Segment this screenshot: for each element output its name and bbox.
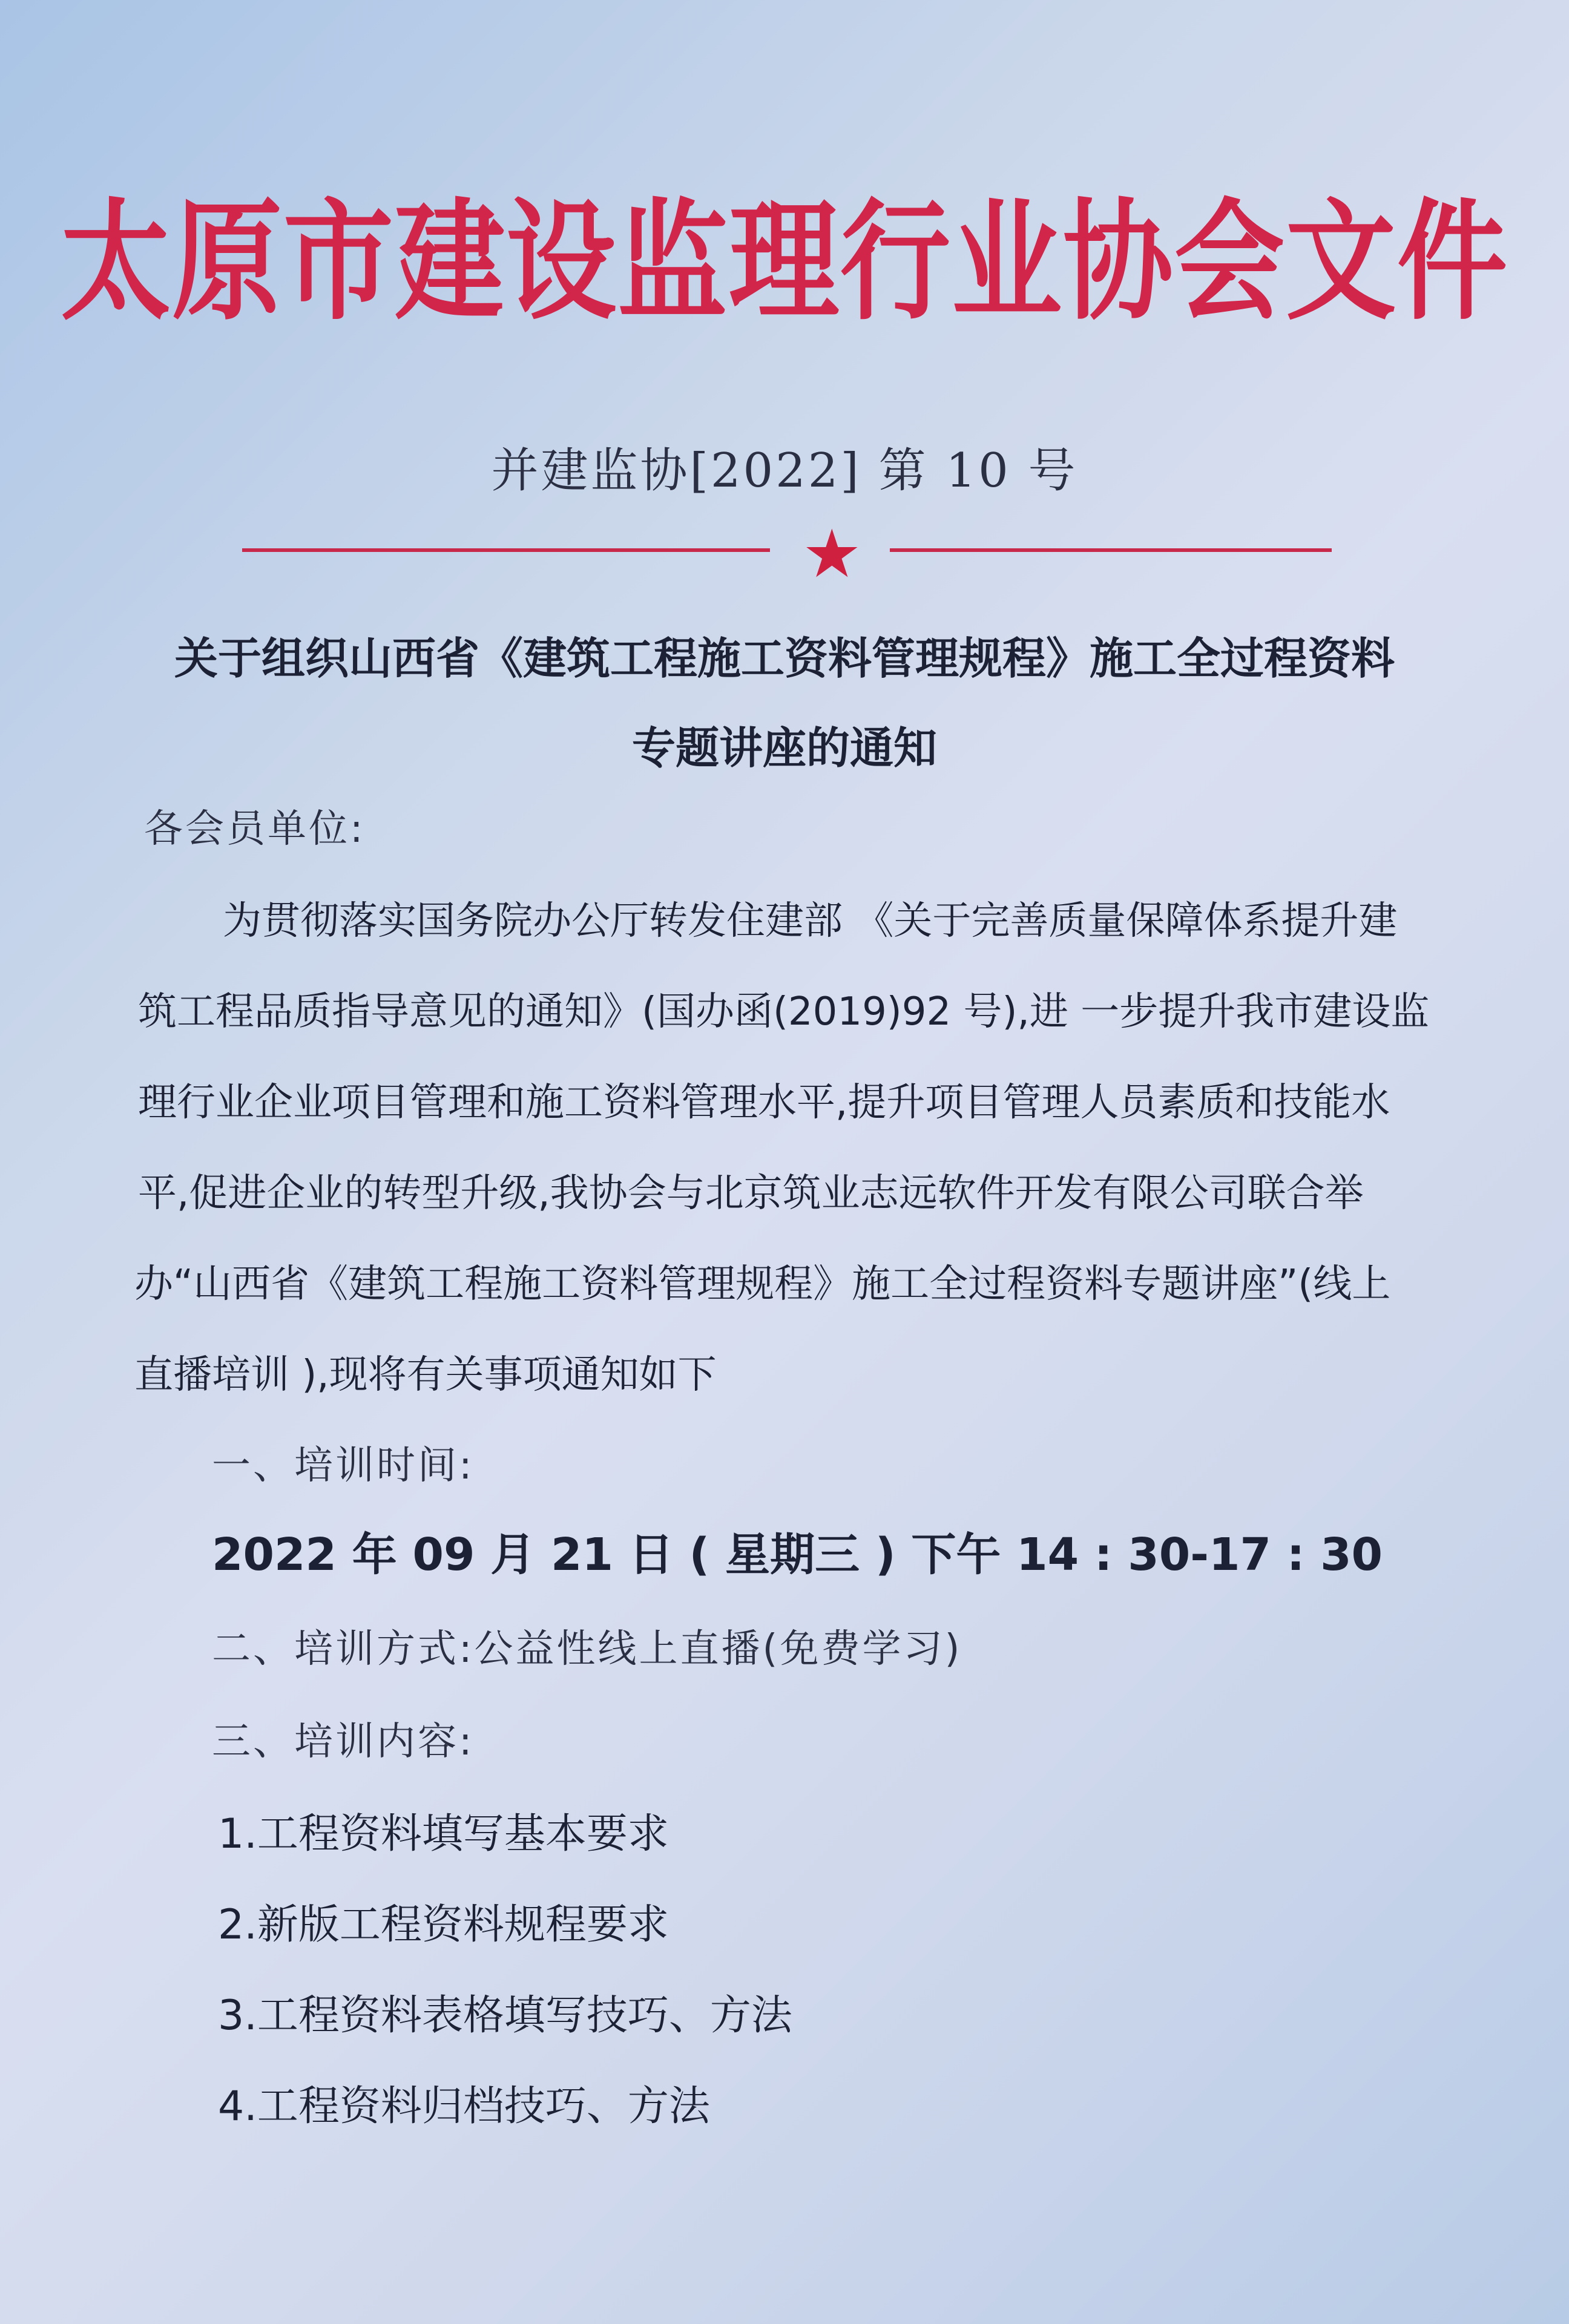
body-line: 为贯彻落实国务院办公厅转发住建部 《关于完善质量保障体系提升建 <box>223 899 1398 944</box>
document-number: 并建监协[2022] 第 10 号 <box>491 444 1078 498</box>
training-time-value: 2022 年 09 月 21 日 ( 星期三 ) 下午 14 : 30-17 : 30 <box>212 1529 1383 1581</box>
salutation: 各会员单位: <box>144 807 366 852</box>
section-heading-content: 三、培训内容: <box>212 1719 475 1764</box>
body-line: 平,促进企业的转型升级,我协会与北京筑业志远软件开发有限公司联合举 <box>138 1171 1364 1216</box>
content-list-item: 3.工程资料表格填写技巧、方法 <box>218 1992 792 2040</box>
red-divider-left <box>242 548 770 552</box>
section-training-method: 二、培训方式:公益性线上直播(免费学习) <box>212 1627 962 1672</box>
red-divider-right <box>890 548 1332 552</box>
section-heading-time: 一、培训时间: <box>212 1443 475 1488</box>
notice-title-line-2: 专题讲座的通知 <box>631 723 937 773</box>
content-list-item: 4.工程资料归档技巧、方法 <box>218 2083 710 2130</box>
content-list-item: 1.工程资料填写基本要求 <box>218 1810 669 1858</box>
content-list-item: 2.新版工程资料规程要求 <box>218 1901 669 1949</box>
body-line: 办“山西省《建筑工程施工资料管理规程》施工全过程资料专题讲座”(线上 <box>134 1262 1391 1307</box>
body-line: 理行业企业项目管理和施工资料管理水平,提升项目管理人员素质和技能水 <box>138 1080 1390 1125</box>
body-line: 直播培训 ),现将有关事项通知如下 <box>134 1353 717 1397</box>
notice-title-line-1: 关于组织山西省《建筑工程施工资料管理规程》施工全过程资料 <box>174 633 1395 684</box>
red-star-icon: ★ <box>802 515 862 592</box>
body-line: 筑工程品质指导意见的通知》(国办函(2019)92 号),进 一步提升我市建设监 <box>138 990 1430 1034</box>
organization-masthead: 太原市建设监理行业协会文件 <box>61 185 1508 338</box>
